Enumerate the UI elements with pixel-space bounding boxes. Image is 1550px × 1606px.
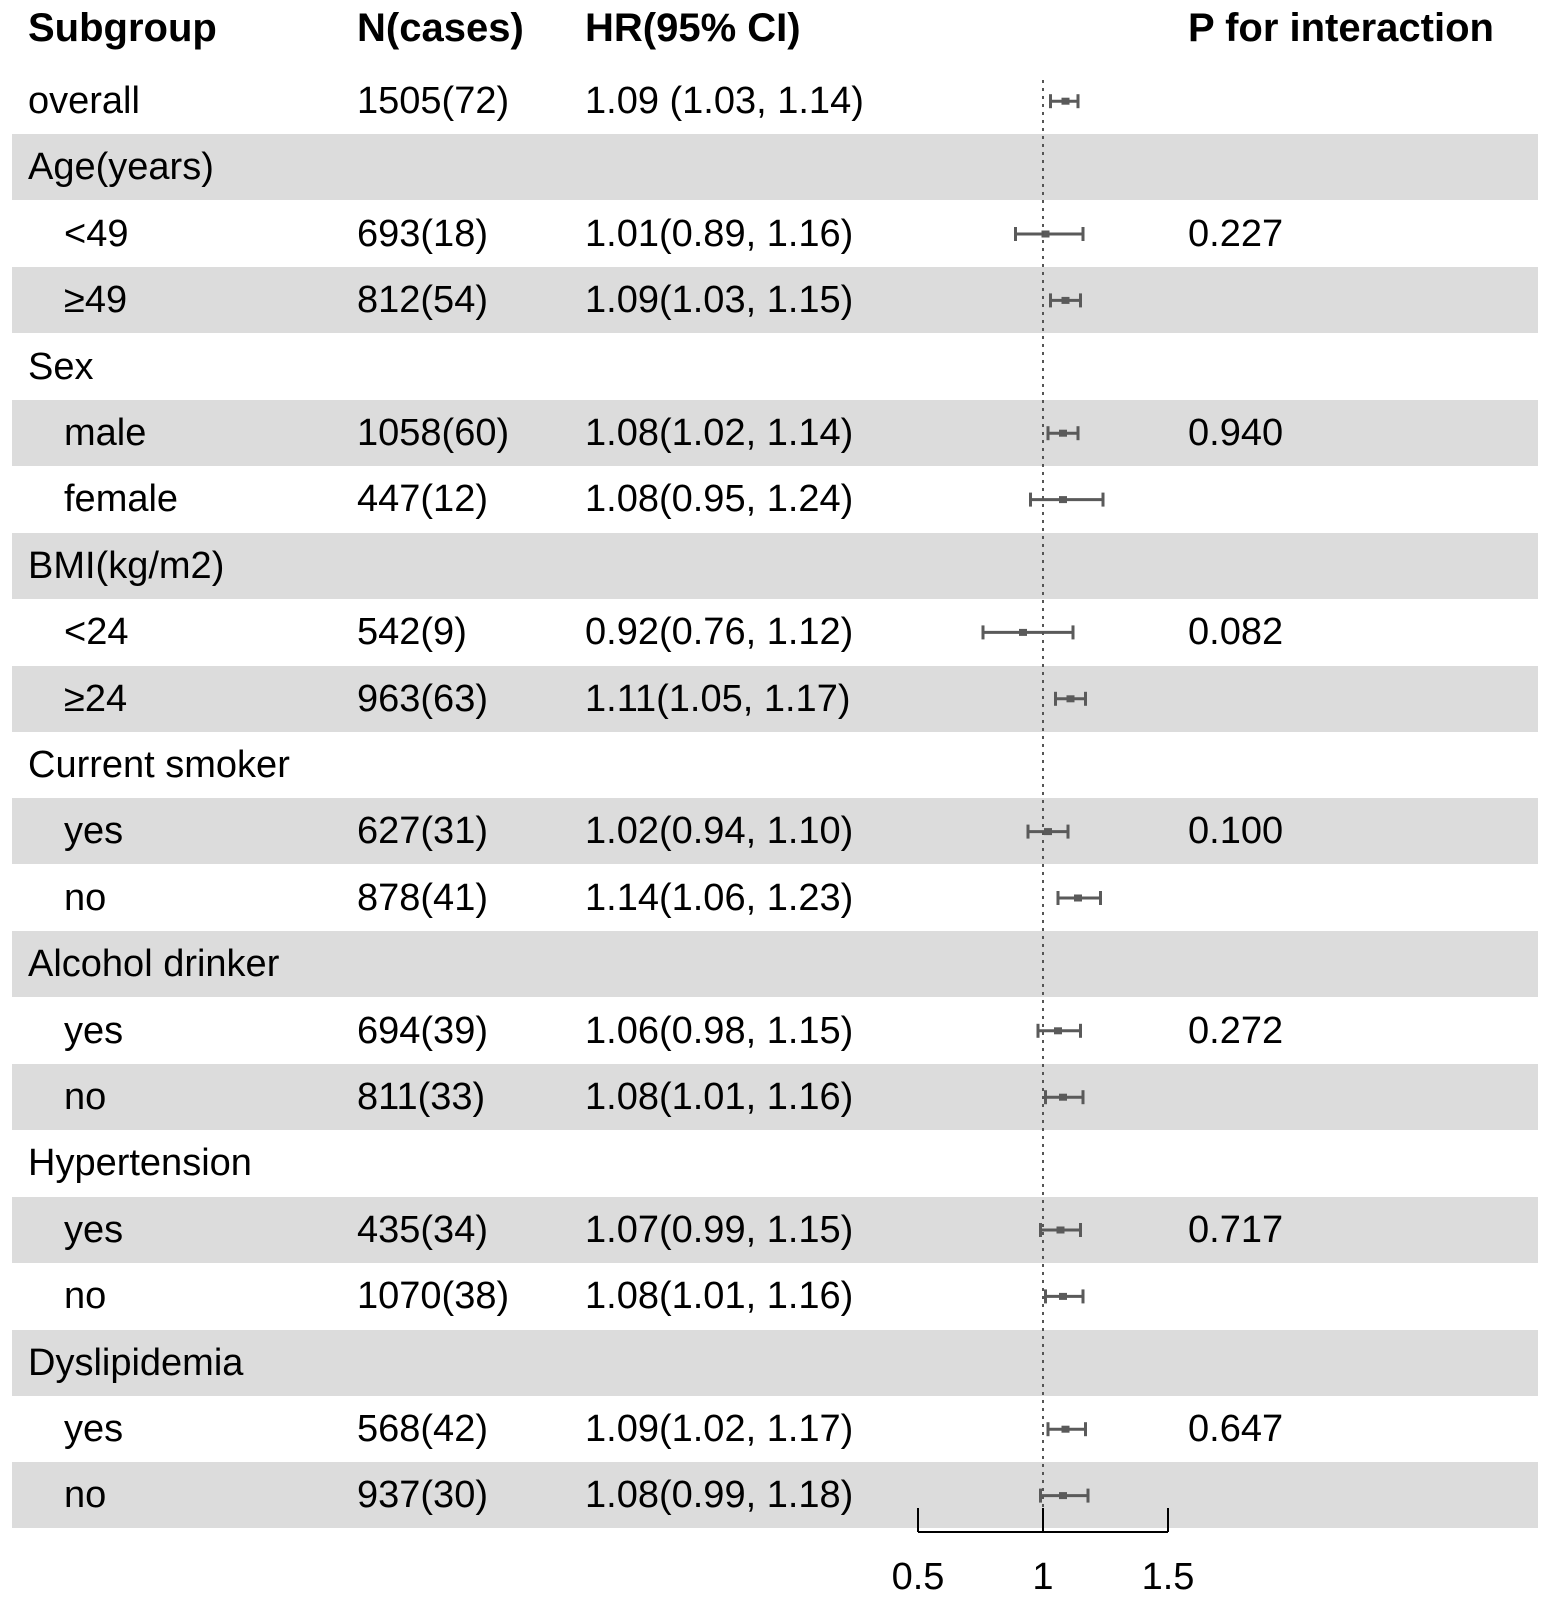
header-hr-ci: HR(95% CI) xyxy=(585,6,801,50)
n-cases-value: 542(9) xyxy=(357,611,467,654)
hr-ci-value: 1.14(1.06, 1.23) xyxy=(585,876,854,919)
n-cases-value: 963(63) xyxy=(357,677,488,720)
p-interaction-value: 0.100 xyxy=(1188,810,1284,853)
subgroup-label: Age(years) xyxy=(28,146,214,189)
n-cases-value: 435(34) xyxy=(357,1208,488,1251)
hr-ci-value: 1.08(0.99, 1.18) xyxy=(585,1474,854,1517)
n-cases-value: 693(18) xyxy=(357,212,488,255)
hr-ci-value: 1.08(1.02, 1.14) xyxy=(585,412,854,454)
hr-point xyxy=(1067,695,1075,702)
hr-ci-value: 1.09(1.02, 1.17) xyxy=(585,1408,854,1450)
n-cases-value: 1505(72) xyxy=(357,80,510,122)
n-cases-value: 878(41) xyxy=(357,876,488,919)
hr-point xyxy=(1059,1492,1067,1499)
subgroup-label: no xyxy=(64,876,107,919)
hr-ci-value: 1.08(0.95, 1.24) xyxy=(585,478,854,521)
p-interaction-value: 0.227 xyxy=(1188,212,1284,255)
hr-ci-value: 1.08(1.01, 1.16) xyxy=(585,1275,854,1318)
subgroup-label: Alcohol drinker xyxy=(28,943,280,986)
subgroup-label: Current smoker xyxy=(28,744,290,786)
subgroup-label: female xyxy=(64,478,179,521)
hr-ci-value: 1.11(1.05, 1.17) xyxy=(585,677,851,720)
subgroup-label: no xyxy=(64,1076,107,1118)
hr-point xyxy=(1074,895,1082,902)
subgroup-label: <24 xyxy=(64,611,129,654)
subgroup-label: Sex xyxy=(28,345,94,388)
x-tick-label: 1.5 xyxy=(1141,1556,1195,1598)
subgroup-label: yes xyxy=(64,1009,124,1052)
n-cases-value: 811(33) xyxy=(357,1076,486,1118)
header-subgroup: Subgroup xyxy=(28,6,217,50)
hr-ci-value: 1.01(0.89, 1.16) xyxy=(585,212,854,255)
subgroup-label: ≥24 xyxy=(64,677,128,720)
header-p-interaction: P for interaction xyxy=(1188,6,1494,50)
x-tick-label: 1 xyxy=(1032,1556,1054,1598)
header-n-cases: N(cases) xyxy=(357,6,524,50)
hr-point xyxy=(1054,1027,1062,1034)
subgroup-label: yes xyxy=(64,1208,124,1251)
subgroup-label: <49 xyxy=(64,212,129,255)
subgroup-label: no xyxy=(64,1275,107,1318)
p-interaction-value: 0.082 xyxy=(1188,611,1284,654)
p-interaction-value: 0.647 xyxy=(1188,1408,1284,1450)
hr-ci-value: 1.07(0.99, 1.15) xyxy=(585,1208,854,1251)
n-cases-value: 812(54) xyxy=(357,279,488,322)
hr-point xyxy=(1044,828,1052,835)
subgroup-label: male xyxy=(64,412,147,454)
n-cases-value: 1058(60) xyxy=(357,412,510,454)
hr-ci-value: 1.09 (1.03, 1.14) xyxy=(585,80,864,122)
subgroup-label: ≥49 xyxy=(64,279,128,322)
n-cases-value: 1070(38) xyxy=(357,1275,510,1318)
subgroup-label: BMI(kg/m2) xyxy=(28,544,225,587)
hr-ci-value: 1.06(0.98, 1.15) xyxy=(585,1009,854,1052)
hr-ci-value: 1.08(1.01, 1.16) xyxy=(585,1076,854,1118)
subgroup-label: Dyslipidemia xyxy=(28,1341,244,1384)
hr-point xyxy=(1062,1426,1070,1433)
hr-point xyxy=(1059,496,1067,503)
x-tick-label: 0.5 xyxy=(891,1556,945,1598)
hr-point xyxy=(1057,1227,1065,1234)
p-interaction-value: 0.717 xyxy=(1188,1208,1284,1251)
subgroup-label: yes xyxy=(64,1408,124,1450)
hr-point xyxy=(1062,98,1070,105)
n-cases-value: 937(30) xyxy=(357,1474,488,1517)
subgroup-label: Hypertension xyxy=(28,1142,252,1185)
hr-point xyxy=(1059,1094,1067,1101)
hr-point xyxy=(1059,430,1067,437)
n-cases-value: 694(39) xyxy=(357,1009,488,1052)
n-cases-value: 627(31) xyxy=(357,810,488,853)
subgroup-label: yes xyxy=(64,810,124,853)
subgroup-label: overall xyxy=(28,80,140,122)
hr-point xyxy=(1019,629,1027,636)
subgroup-label: no xyxy=(64,1474,107,1517)
hr-point xyxy=(1059,1293,1067,1300)
n-cases-value: 568(42) xyxy=(357,1408,488,1450)
p-interaction-value: 0.272 xyxy=(1188,1009,1284,1052)
n-cases-value: 447(12) xyxy=(357,478,488,521)
p-interaction-value: 0.940 xyxy=(1188,412,1284,454)
hr-ci-value: 1.02(0.94, 1.10) xyxy=(585,810,854,853)
hr-ci-value: 0.92(0.76, 1.12) xyxy=(585,611,854,654)
hr-point xyxy=(1062,297,1070,304)
hr-ci-value: 1.09(1.03, 1.15) xyxy=(585,279,854,322)
